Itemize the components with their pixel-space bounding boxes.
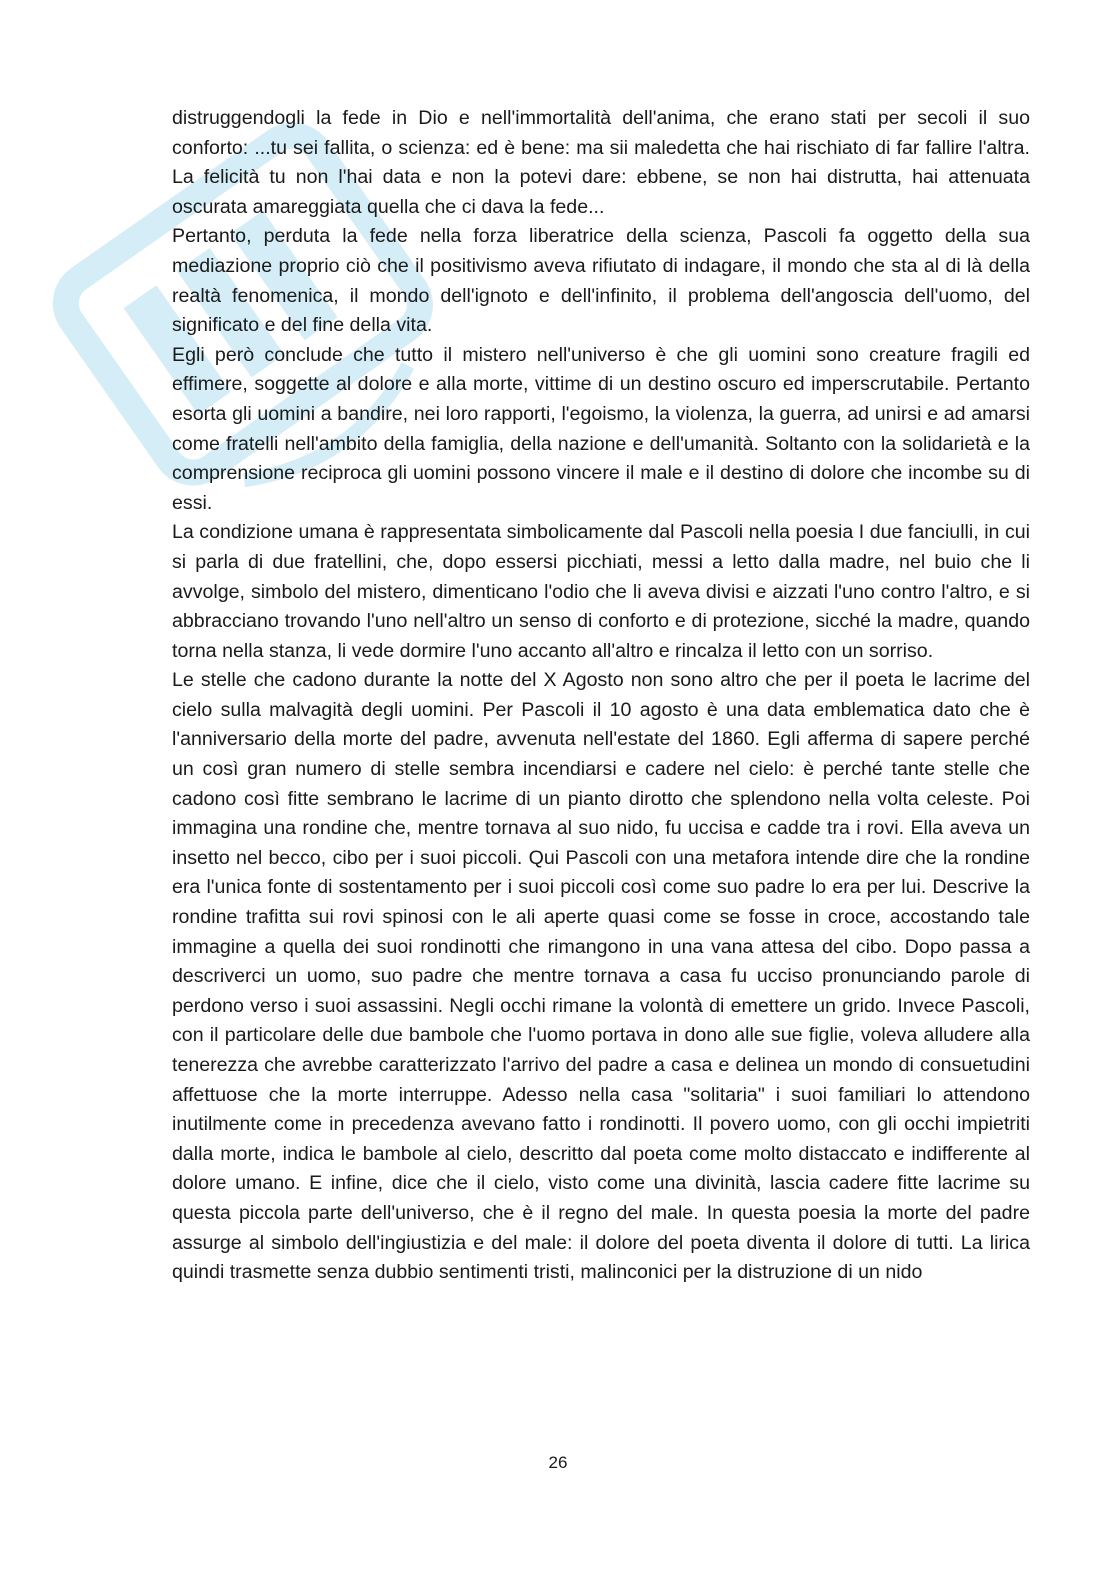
paragraph: Egli però conclude che tutto il mistero nell'universo è che gli uomini sono creature fragili ed effimere, soggette al dolore e alla morte, vittime di un destino oscuro ed imperscrutabile. Pertanto esorta gli uomini a bandire, nei loro rapporti, l'egoismo, la violenza, la guerra, ad unirsi e ad amarsi come fratelli nell'ambito della famiglia, della nazione e dell'umanità. Soltanto con la solidarietà e la comprensione reciproca gli uomini possono vincere il male e il destino di dolore che incombe su di essi. (172, 343, 1030, 514)
body-text (172, 104, 1030, 1288)
paragraph: Le stelle che cadono durante la notte del X Agosto non sono altro che per il poeta le lacrime del cielo sulla malvagità degli uomini. Per Pascoli il 10 agosto è una data emblematica dato che è l'anniversario della morte del padre, avvenuta nell'estate del 1860. Egli afferma di sapere perché un così gran numero di stelle sembra incendiarsi e cadere nel cielo: è perché tante stelle che cadono così fitte sembrano le lacrime di un pianto dirotto che splendono nella volta celeste. Poi immagina una rondine che, mentre tornava al suo nido, fu uccisa e cadde tra i rovi. Ella aveva un insetto nel becco, cibo per i suoi piccoli. Qui Pascoli con una metafora intende dire che la rondine era l'unica fonte di sostentamento per i suoi piccoli così come suo padre lo era per lui. Descrive la rondine trafitta sui rovi spinosi con le ali aperte quasi come se fosse in croce, accostando tale immagine a quella dei suoi rondinotti che rimangono in una vana attesa del cibo. Dopo passa a descriverci un uomo, suo padre che mentre tornava a casa fu ucciso pronunciando parole di perdono verso i suoi assassini. Negli occhi rimane la volontà di emettere un grido. Invece Pascoli, con il particolare delle due bambole che l'uomo portava in dono alle sue figlie, voleva alludere alla tenerezza che avrebbe caratterizzato l'arrivo del padre a casa e delinea un mondo di consuetudini affettuose che la morte interruppe. Adesso nella casa "solitaria" i suoi familiari lo attendono inutilmente come in precedenza avevano fatto i rondinotti. Il povero uomo, con gli occhi impietriti dalla morte, indica le bambole al cielo, descritto dal poeta come molto distaccato e indifferente al dolore umano. E infine, dice che il cielo, visto come una divinità, lascia cadere fitte lacrime su questa piccola parte dell'universo, che è il regno del male. In questa poesia la morte del padre assurge al simbolo dell'ingiustizia e del male: il dolore del poeta diventa il dolore di tutti. La lirica quindi trasmette senza dubbio sentimenti tristi, malinconici per la distruzione di un nido (172, 669, 1030, 1284)
paragraph: Pertanto, perduta la fede nella forza liberatrice della scienza, Pascoli fa oggetto della sua mediazione proprio ciò che il positivismo aveva rifiutato di indagare, il mondo che sta al di là della realtà fenomenica, il mondo dell'ignoto e dell'infinito, il problema dell'angoscia dell'uomo, del significato e del fine della vita. (172, 225, 1030, 337)
paragraph: La condizione umana è rappresentata simbolicamente dal Pascoli nella poesia I due fanciulli, in cui si parla di due fratellini, che, dopo essersi picchiati, messi a letto dalla madre, nel buio che li avvolge, simbolo del mistero, dimenticano l'odio che li aveva divisi e aizzati l'uno contro l'altro, e si abbracciano trovando l'uno nell'altro un senso di conforto e di protezione, sicché la madre, quando torna nella stanza, li vede dormire l'uno accanto all'altro e rincalza il letto con un sorriso. (172, 521, 1030, 662)
page-number: 26 (548, 1453, 568, 1472)
paragraph: distruggendogli la fede in Dio e nell'immortalità dell'anima, che erano stati per secoli il suo conforto: ...tu sei fallita, o scienza: ed è bene: ma sii maledetta che hai rischiato di far fallire l'altra. La felicità tu non l'hai data e non la potevi dare: ebbene, se non hai distrutta, hai attenuata oscurata amareggiata quella che ci dava la fede... (172, 107, 1030, 218)
